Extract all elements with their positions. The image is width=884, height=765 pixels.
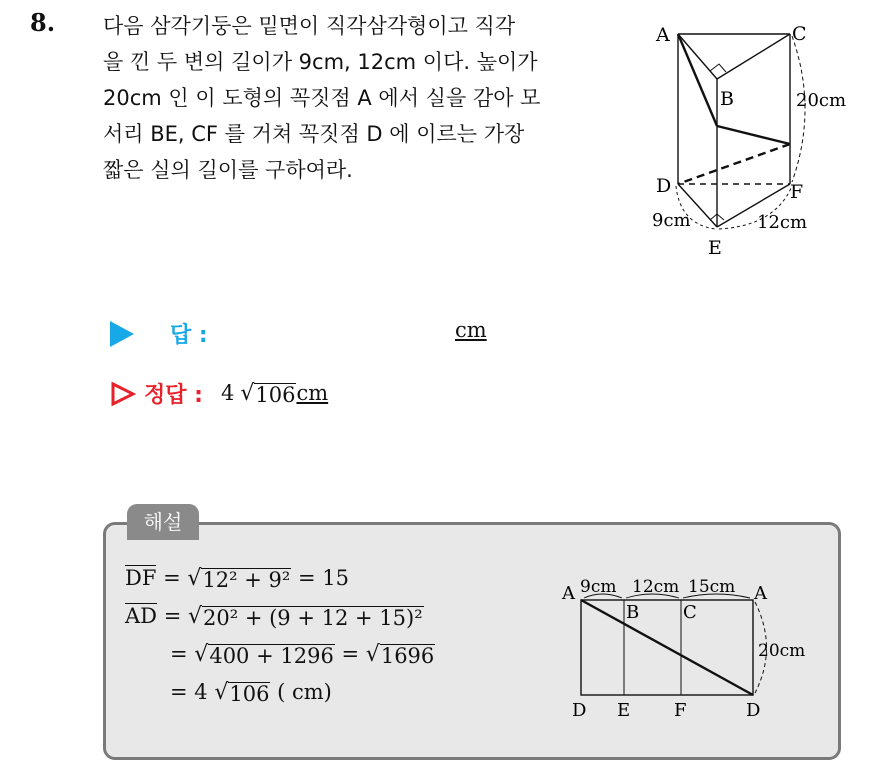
result: = 15 <box>298 566 349 590</box>
net-top-c: C <box>683 602 697 623</box>
equals: = <box>170 642 188 666</box>
segment-df: DF <box>125 566 157 590</box>
sqrt-expr: √ 400 + 1296 <box>194 642 334 668</box>
question-line: 을 낀 두 변의 길이가 9cm, 12cm 이다. 높이가 <box>103 50 538 74</box>
sqrt-expr: √ 106 <box>214 680 270 706</box>
sqrt-expr: √ 12² + 9² <box>187 566 291 592</box>
vertex-label-d: D <box>656 175 672 197</box>
net-seg-9: 9cm <box>580 577 617 597</box>
explanation-line-1 <box>125 566 349 591</box>
equals: = <box>341 642 360 666</box>
play-triangle-icon <box>110 321 134 347</box>
net-bottom-e: E <box>617 700 631 720</box>
vertex-label-b: B <box>720 88 734 110</box>
question-line: 20cm 인 이 도형의 꼭짓점 A 에서 실을 감아 모 <box>103 86 541 110</box>
edge-label-ef: 12cm <box>757 212 808 233</box>
edge-label-de: 9cm <box>652 210 691 231</box>
sqrt-symbol: √ 106 <box>240 381 296 407</box>
net-height: 20cm <box>758 641 806 661</box>
correct-value <box>221 381 328 406</box>
sqrt-expr: √ 1696 <box>365 642 435 668</box>
question-number: 8. <box>30 8 56 37</box>
net-bottom-d1: D <box>572 700 587 720</box>
question-line: 다음 삼각기둥은 밑면이 직각삼각형이고 직각 <box>103 14 516 38</box>
equals: = <box>163 566 181 590</box>
question-text <box>103 8 623 188</box>
explanation-line-3 <box>170 642 435 667</box>
outline-triangle-icon <box>110 381 136 407</box>
unit: ( cm) <box>277 680 332 704</box>
explanation-line-2 <box>125 604 424 629</box>
vertex-label-a: A <box>656 24 670 46</box>
vertex-label-e: E <box>708 237 722 259</box>
segment-ad: AD <box>125 604 158 628</box>
correct-answer-row <box>110 378 328 409</box>
question-line: 서리 BE, CF 를 거쳐 꼭짓점 D 에 이르는 가장 <box>103 122 525 146</box>
equals: = 4 <box>170 680 208 704</box>
correct-coef: 4 <box>220 381 235 405</box>
answer-row <box>110 318 208 349</box>
answer-label: 답 : <box>170 323 208 348</box>
net-bottom-f: F <box>674 700 687 720</box>
net-top-a1: A <box>562 583 575 604</box>
sqrt-expr: √ 20² + (9 + 12 + 15)² <box>188 604 423 630</box>
vertex-label-c: C <box>792 23 807 45</box>
net-top-b: B <box>626 602 640 623</box>
explanation-tag: 해설 <box>127 504 199 540</box>
question-line: 짧은 실의 길이를 구하여라. <box>103 158 353 182</box>
net-top-a2: A <box>754 583 767 604</box>
correct-radicand: 106 <box>255 383 296 407</box>
correct-unit: cm <box>296 381 329 405</box>
net-figure <box>556 570 826 720</box>
equals: = <box>163 604 182 628</box>
correct-label: 정답 : <box>144 383 203 408</box>
prism-figure <box>640 14 860 264</box>
height-label: 20cm <box>796 90 847 111</box>
vertex-label-f: F <box>790 181 804 203</box>
net-seg-12: 12cm <box>632 577 680 597</box>
net-seg-15: 15cm <box>688 577 736 597</box>
answer-unit: cm <box>455 318 487 342</box>
net-bottom-d2: D <box>746 700 761 720</box>
explanation-line-4 <box>170 680 332 705</box>
